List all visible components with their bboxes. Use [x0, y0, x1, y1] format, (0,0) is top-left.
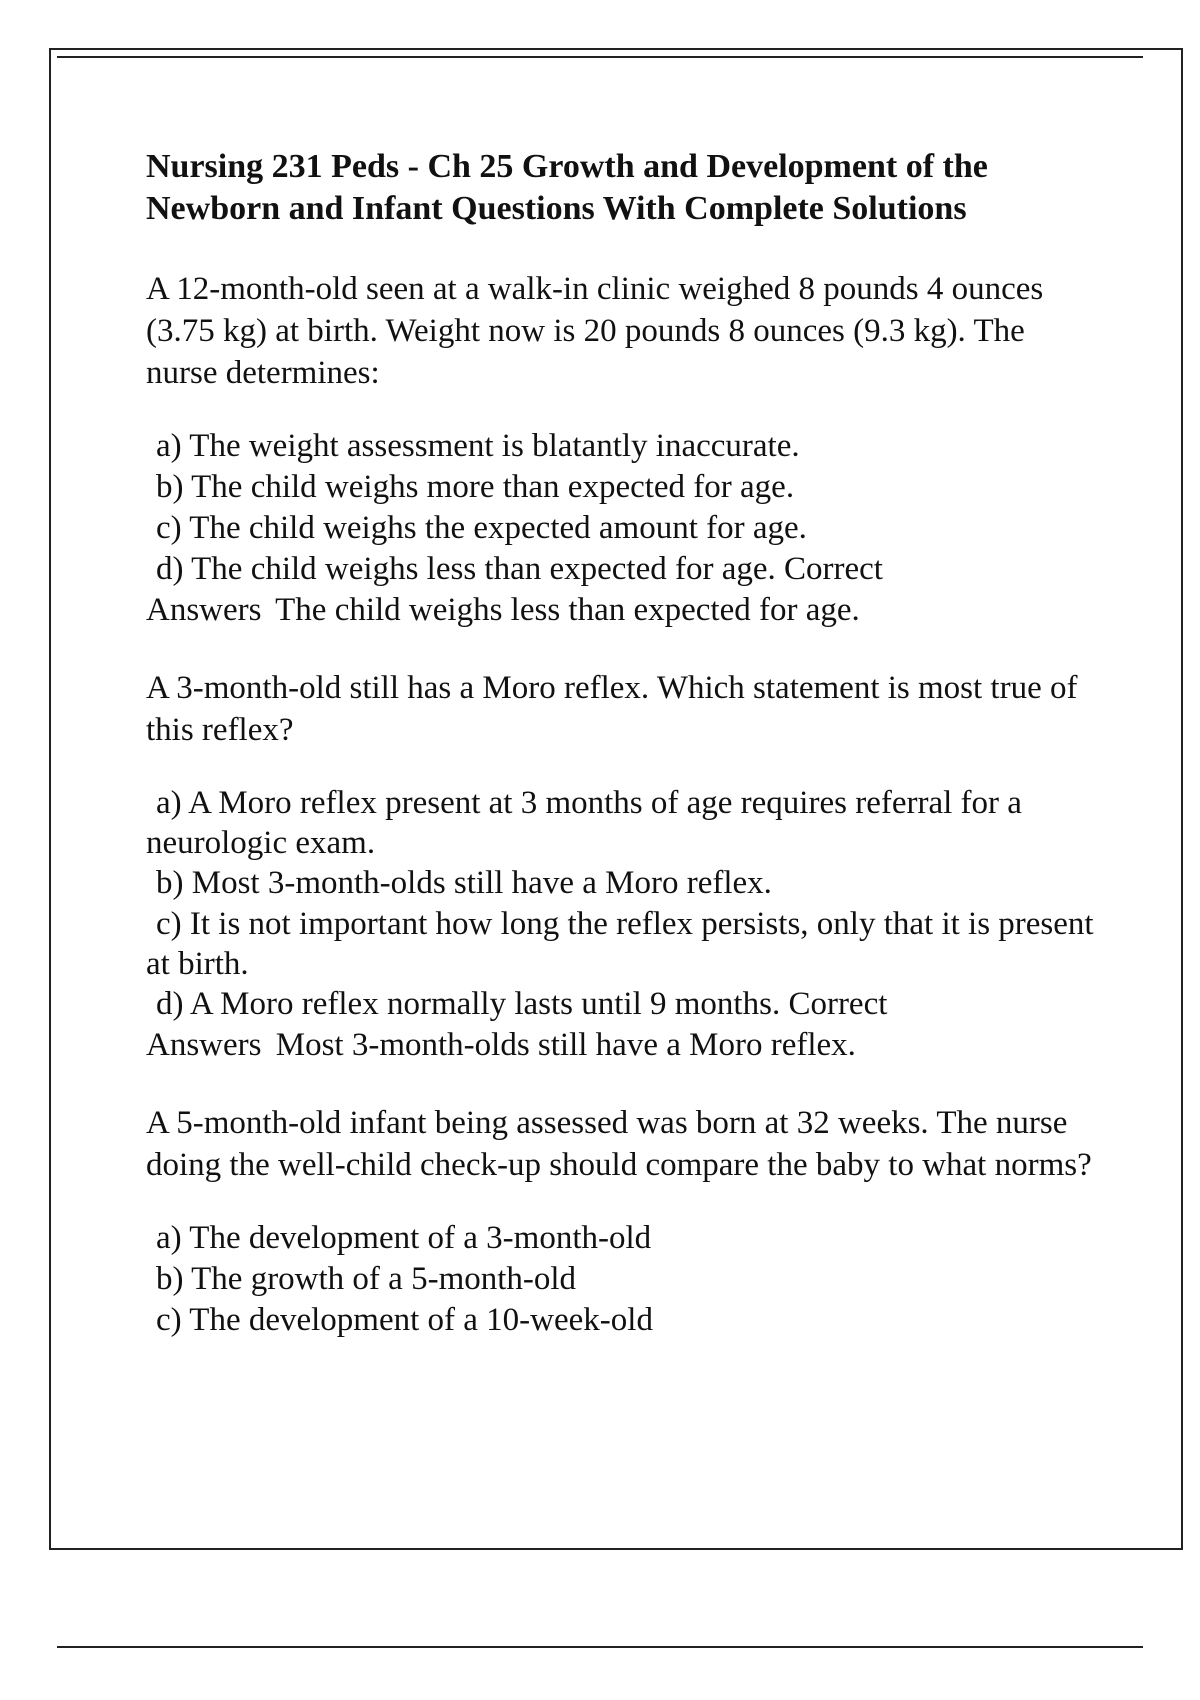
option-c: c) The development of a 10-week-old [156, 1302, 653, 1338]
answer-line [146, 1025, 1096, 1066]
option-c: c) It is not important how long the reflex persists, only that it is present at birth. [146, 906, 1094, 982]
answer-prefix: Answers [146, 1027, 262, 1063]
option-b: b) The growth of a 5-month-old [156, 1261, 577, 1297]
document-title: Nursing 231 Peds - Ch 25 Growth and Development of the Newborn and Infant Questions With Complete Solutions [146, 148, 988, 227]
question-stem: A 12-month-old seen at a walk-in clinic weighed 8 pounds 4 ounces (3.75 kg) at birth. Weight now is 20 pounds 8 ounces (9.3 kg). The nurse determines: [146, 271, 1044, 391]
answer-text: Most 3-month-olds still have a Moro reflex. [275, 1027, 856, 1063]
answer-text: The child weighs less than expected for age. [275, 592, 860, 628]
question-2 [146, 667, 1096, 1066]
option-list [146, 1218, 1096, 1341]
option-b: b) The child weighs more than expected for age. [156, 469, 795, 505]
option-a: a) The development of a 3-month-old [156, 1220, 652, 1256]
answer-line [146, 590, 1096, 631]
question-stem: A 5-month-old infant being assessed was born at 32 weeks. The nurse doing the well-child check-up should compare the baby to what norms? [146, 1105, 1092, 1183]
option-b: b) Most 3-month-olds still have a Moro reflex. [156, 865, 772, 901]
option-a: a) The weight assessment is blatantly inaccurate. [156, 428, 800, 464]
document-content [146, 146, 1096, 1377]
option-d: d) A Moro reflex normally lasts until 9 months. Correct [156, 986, 888, 1022]
question-stem: A 3-month-old still has a Moro reflex. Which statement is most true of this reflex? [146, 670, 1078, 748]
answer-prefix: Answers [146, 592, 262, 628]
option-c: c) The child weighs the expected amount for age. [156, 510, 807, 546]
question-1 [146, 268, 1096, 631]
option-list [146, 426, 1096, 590]
bottom-rule [57, 1646, 1143, 1648]
question-3 [146, 1102, 1096, 1341]
option-d: d) The child weighs less than expected for age. Correct [156, 551, 883, 587]
option-list [146, 783, 1096, 1025]
option-a: a) A Moro reflex present at 3 months of age requires referral for a neurologic exam. [146, 785, 1022, 861]
top-rule [57, 56, 1143, 58]
